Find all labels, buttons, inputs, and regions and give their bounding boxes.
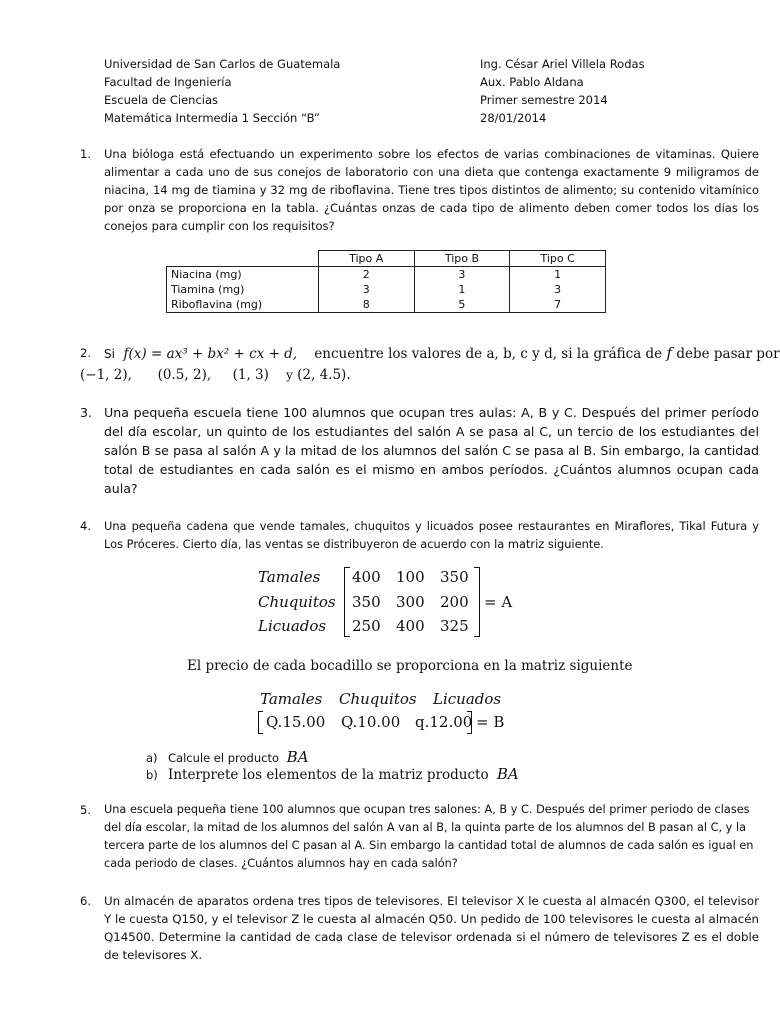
matrix-b — [266, 710, 472, 734]
row-label: Licuados — [258, 617, 327, 635]
function-name: f — [666, 344, 673, 362]
column-label: Licuados — [433, 690, 502, 708]
problem-2 — [80, 342, 780, 386]
header-right — [480, 55, 645, 127]
matrix-cell: 325 — [440, 617, 469, 635]
problem-text: encuentre los valores de a, b, c y d, si la gráfica de — [314, 346, 663, 362]
problem-number: 5. — [80, 803, 91, 817]
matrix-cell: 400 — [396, 617, 425, 635]
conjunction: y — [286, 368, 293, 382]
problem-text: Una bióloga está efectuando un experimento sobre los efectos de varias combinaciones de vitaminas. Quiere alimentar a cada uno de sus conejos de laboratorio con una dieta que contenga exactamente 9 miligramos de niacina, 14 mg de tiamina y 32 mg de riboflavina. Tiene tres tipos distintos de alimento; su contenido vitamínico por onza se proporciona en la tabla. ¿Cuántas onzas de cada tipo de alimento deben comer todos los días los conejos para cumplir con los requisitos? — [104, 147, 759, 233]
part-label: a) — [146, 751, 158, 765]
row-label: Riboflavina (mg) — [167, 297, 319, 313]
table-cell: 8 — [318, 297, 414, 313]
matrix-a-equals: = A — [484, 593, 513, 611]
part-b — [146, 765, 519, 784]
column-label: Tamales — [260, 690, 323, 708]
matrix-cell: 400 — [352, 568, 381, 586]
problem-number: 3. — [80, 405, 93, 420]
problem-number: 1. — [80, 147, 91, 161]
part-text: Interprete los elementos de la matriz producto — [168, 767, 489, 783]
table-cell: 1 — [414, 282, 510, 297]
matrix-cell: 350 — [352, 592, 381, 611]
matrix-cell: 250 — [352, 617, 381, 635]
matrix-a — [352, 565, 472, 639]
table-row — [167, 282, 606, 297]
point: (2, 4.5). — [297, 367, 351, 383]
matrix-cell: 350 — [440, 568, 469, 586]
problem-number: 2. — [80, 346, 91, 360]
row-label: Niacina (mg) — [167, 267, 319, 283]
matrix-cell: q.12.00 — [415, 713, 473, 731]
point: (0.5, 2), — [157, 367, 212, 383]
problem-text: Una pequeña cadena que vende tamales, chuquitos y licuados posee restaurantes en Miraflores, Tikal Futura y Los Próceres. Cierto día, las ventas se distribuyeron de acuerdo con la matriz siguiente. — [104, 519, 759, 551]
table-cell: 5 — [414, 297, 510, 313]
problem-text: Una pequeña escuela tiene 100 alumnos que ocupan tres aulas: A, B y C. Después del primer período del día escolar, un quinto de los estudiantes del salón A se pasa al C, un tercio de los estudiantes del salón B se pasa al salón A y la mitad de los alumnos del salón C se pasa al B. Sin embargo, la cantidad total de estudiantes en cada salón es el mismo en ambos períodos. ¿Cuántos alumnos ocupan cada aula? — [104, 405, 759, 496]
part-text: Calcule el producto — [168, 751, 280, 765]
product-expr: BA — [496, 765, 519, 783]
si-word: Si — [104, 347, 115, 361]
problem-text-tail: debe pasar por — [676, 346, 780, 362]
table-row — [167, 297, 606, 313]
column-header: Tipo B — [414, 251, 510, 267]
column-label: Chuquitos — [339, 690, 417, 708]
semester: Primer semestre 2014 — [480, 93, 608, 107]
table-row — [167, 267, 606, 283]
product-expr: BA — [286, 748, 309, 766]
table-cell: 3 — [510, 282, 606, 297]
table-cell: 7 — [510, 297, 606, 313]
column-header: Tipo C — [510, 251, 606, 267]
table-cell: 2 — [318, 267, 414, 283]
price-text: El precio de cada bocadillo se proporciona en la matriz siguiente — [187, 658, 633, 674]
point: (−1, 2), — [80, 367, 132, 383]
problem-number: 6. — [80, 894, 91, 908]
faculty-name: Facultad de Ingeniería — [104, 75, 232, 89]
university-name: Universidad de San Carlos de Guatemala — [104, 57, 341, 71]
matrix-cell: 100 — [396, 568, 425, 586]
row-label: Tiamina (mg) — [167, 282, 319, 297]
part-label: b) — [146, 768, 158, 782]
matrix-cell: 300 — [396, 592, 425, 611]
instructor-name: Ing. César Ariel Villela Rodas — [480, 57, 645, 71]
course-name: Matemática Intermedia 1 Sección “B” — [104, 111, 320, 125]
matrix-cell: Q.15.00 — [266, 713, 326, 731]
problem-text: Una escuela pequeña tiene 100 alumnos que ocupan tres salones: A, B y C. Después del primer periodo de clases del día escolar, la mitad de los alumnos del salón A van al B, la quinta parte de los alumnos del B pasan al C, y la tercera parte de los alumnos del C pasan al A. Sin embargo la cantidad total de alumnos de cada salón es igual en cada periodo de clases. ¿Cuántos alumnos hay en cada salón? — [104, 803, 754, 870]
point: (1, 3) — [232, 367, 269, 383]
problem-text: Un almacén de aparatos ordena tres tipos de televisores. El televisor X le cuesta al almacén Q300, el televisor Y le cuesta Q150, y el televisor Z le cuesta al almacén Q50. Un pedido de 100 televisores le cuesta al almacén Q14500. Determine la cantidad de cada clase de televisor ordenada si el número de televisores Z es el doble de televisores X. — [104, 894, 759, 962]
row-label: Tamales — [258, 568, 321, 586]
matrix-cell: Q.10.00 — [341, 713, 401, 731]
matrix-b-col-labels — [260, 688, 501, 710]
table-cell: 3 — [414, 267, 510, 283]
matrix-cell: 200 — [440, 592, 469, 611]
polynomial-formula: f(x) = ax³ + bx² + cx + d, — [123, 346, 298, 362]
assistant-name: Aux. Pablo Aldana — [480, 75, 584, 89]
table-cell: 1 — [510, 267, 606, 283]
header-left — [104, 55, 340, 127]
column-header: Tipo A — [318, 251, 414, 267]
date: 28/01/2014 — [480, 111, 547, 125]
table-cell: 3 — [318, 282, 414, 297]
matrix-b-equals: = B — [476, 713, 505, 731]
matrix-a-row-labels — [258, 565, 336, 639]
vitamin-table — [166, 250, 606, 313]
row-label: Chuquitos — [258, 592, 336, 611]
problem-number: 4. — [80, 519, 91, 533]
school-name: Escuela de Ciencias — [104, 93, 219, 107]
